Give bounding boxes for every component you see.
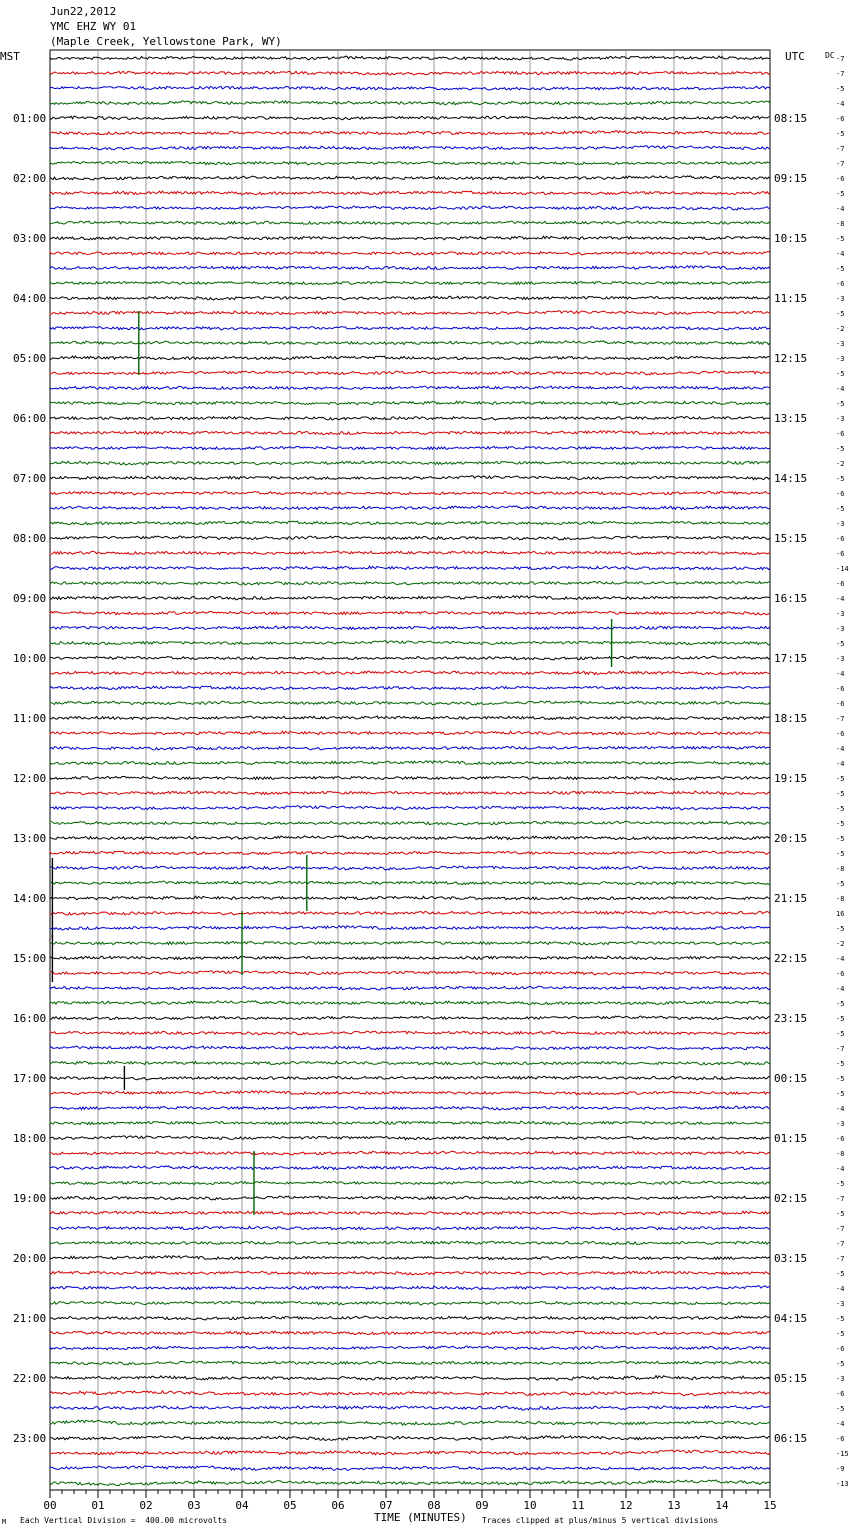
x-tick-label: 04 (235, 1499, 249, 1512)
dc-offset-label: -4 (836, 1285, 845, 1293)
hour-label-utc: 16:15 (774, 592, 808, 605)
seismic-trace (50, 806, 770, 810)
hour-label-local: 10:00 (13, 652, 47, 665)
hour-label-local: 03:00 (13, 232, 47, 245)
hour-label-utc: 01:15 (774, 1132, 808, 1145)
seismic-trace (50, 941, 770, 945)
dc-offset-label: -7 (836, 1225, 845, 1233)
seismic-trace (50, 911, 770, 915)
scale-note: Each Vertical Division = 400.00 microvolts (20, 1516, 228, 1525)
seismic-trace (50, 731, 770, 735)
hour-label-local: 11:00 (13, 712, 47, 725)
dc-offset-label: -3 (836, 625, 845, 633)
seismic-trace (50, 1136, 770, 1140)
dc-offset-label: -4 (836, 100, 845, 108)
dc-offset-label: -5 (836, 805, 845, 813)
dc-offset-label: -5 (836, 1060, 845, 1068)
seismic-trace (50, 266, 770, 270)
hour-label-utc: 23:15 (774, 1012, 808, 1025)
seismic-trace (50, 1091, 770, 1095)
seismic-trace (50, 581, 770, 585)
dc-offset-label: -8 (836, 1150, 845, 1158)
dc-offset-label: -2 (836, 460, 845, 468)
dc-offset-label: -5 (836, 445, 845, 453)
seismic-trace (50, 1016, 770, 1020)
hour-label-local: 08:00 (13, 532, 47, 545)
seismic-trace (50, 281, 770, 284)
hour-label-local: 14:00 (13, 892, 47, 905)
seismic-trace (50, 1331, 770, 1335)
dc-offset-label: -6 (836, 685, 845, 693)
seismic-trace (50, 986, 770, 990)
hour-label-local: 22:00 (13, 1372, 47, 1385)
dc-offset-label: -4 (836, 1420, 845, 1428)
dc-offset-label: -5 (836, 790, 845, 798)
hour-label-local: 12:00 (13, 772, 47, 785)
dc-offset-label: -5 (836, 1015, 845, 1023)
dc-offset-label: -5 (836, 835, 845, 843)
dc-offset-label: -5 (836, 130, 845, 138)
dc-offset-label: -3 (836, 610, 845, 618)
dc-offset-label: -6 (836, 280, 845, 288)
seismic-trace (50, 221, 770, 224)
x-tick-label: 01 (91, 1499, 105, 1512)
hour-label-local: 15:00 (13, 952, 47, 965)
seismic-trace (50, 896, 770, 900)
hour-label-local: 13:00 (13, 832, 47, 845)
dc-offset-label: -4 (836, 745, 845, 753)
dc-offset-label: -2 (836, 940, 845, 948)
dc-offset-label: -7 (836, 1255, 845, 1263)
seismic-trace (50, 206, 770, 210)
dc-offset-label: -5 (836, 1090, 845, 1098)
dc-offset-label: -5 (836, 1315, 845, 1323)
seismic-trace (50, 1346, 770, 1350)
dc-offset-label: -5 (836, 190, 845, 198)
dc-offset-label: -13 (836, 1480, 849, 1488)
seismic-trace (50, 491, 770, 495)
dc-offset-label: -6 (836, 1390, 845, 1398)
dc-offset-label: -7 (836, 715, 845, 723)
dc-offset-label: -5 (836, 1360, 845, 1368)
hour-label-local: 18:00 (13, 1132, 47, 1145)
seismic-trace (50, 1211, 770, 1215)
seismic-trace (50, 1166, 770, 1170)
seismic-trace (50, 1151, 770, 1155)
dc-offset-label: -5 (836, 400, 845, 408)
seismic-trace (50, 1480, 770, 1486)
seismic-trace (50, 101, 770, 105)
dc-offset-label: -5 (836, 1270, 845, 1278)
seismic-trace (50, 431, 770, 435)
header-date: Jun22,2012 (50, 5, 117, 18)
x-tick-label: 05 (283, 1499, 297, 1512)
hour-label-local: 21:00 (13, 1312, 47, 1325)
seismic-trace (50, 86, 770, 90)
dc-offset-label: -6 (836, 970, 845, 978)
seismic-trace (50, 446, 770, 449)
seismic-trace (50, 1181, 770, 1185)
seismic-trace (50, 926, 770, 930)
corner-mark: M (2, 1518, 7, 1526)
dc-offset-label: -3 (836, 1300, 845, 1308)
dc-offset-label: -5 (836, 1405, 845, 1413)
dc-offset-label: -15 (836, 1450, 849, 1458)
hour-label-utc: 20:15 (774, 832, 808, 845)
dc-offset-label: -3 (836, 415, 845, 423)
hour-label-utc: 04:15 (774, 1312, 808, 1325)
dc-offset-label: -5 (836, 775, 845, 783)
dc-offset-label: -5 (836, 850, 845, 858)
dc-offset-label: 16 (836, 910, 845, 918)
clip-note: Traces clipped at plus/minus 5 vertical divisions (482, 1516, 719, 1525)
dc-offset-label: -7 (836, 55, 845, 63)
x-tick-label: 03 (187, 1499, 201, 1512)
dc-offset-label: -7 (836, 70, 845, 78)
dc-offset-label: -4 (836, 250, 845, 258)
dc-offset-label: -9 (836, 1465, 845, 1473)
seismic-trace (50, 341, 770, 345)
seismic-trace (50, 252, 770, 255)
hour-label-utc: 15:15 (774, 532, 808, 545)
seismic-trace (50, 1361, 770, 1365)
dc-label: DC (825, 51, 835, 60)
seismic-trace (50, 1121, 770, 1125)
dc-offset-label: -6 (836, 580, 845, 588)
seismic-trace (50, 1241, 770, 1245)
hour-label-utc: 21:15 (774, 892, 808, 905)
hour-label-local: 20:00 (13, 1252, 47, 1265)
dc-offset-label: -7 (836, 1045, 845, 1053)
hour-label-local: 05:00 (13, 352, 47, 365)
hour-label-local: 19:00 (13, 1192, 47, 1205)
dc-offset-label: -5 (836, 1330, 845, 1338)
seismic-trace (50, 311, 770, 315)
dc-offset-label: -6 (836, 175, 845, 183)
seismic-trace (50, 1271, 770, 1275)
x-tick-label: 10 (523, 1499, 537, 1512)
dc-offset-label: -3 (836, 295, 845, 303)
seismic-trace (50, 116, 770, 120)
dc-offset-label: -6 (836, 535, 845, 543)
seismic-trace (50, 626, 770, 629)
hour-label-utc: 13:15 (774, 412, 808, 425)
header-station: YMC EHZ WY 01 (50, 20, 137, 33)
seismic-trace (50, 296, 770, 300)
seismic-trace (50, 236, 770, 240)
seismic-trace (50, 881, 770, 885)
seismic-trace (50, 671, 770, 675)
hour-label-utc: 06:15 (774, 1432, 808, 1445)
hour-label-utc: 10:15 (774, 232, 808, 245)
dc-offset-label: -4 (836, 1165, 845, 1173)
x-tick-label: 09 (475, 1499, 489, 1512)
dc-offset-label: -5 (836, 370, 845, 378)
x-tick-label: 02 (139, 1499, 153, 1512)
seismic-trace (50, 1391, 770, 1396)
x-tick-label: 06 (331, 1499, 345, 1512)
dc-offset-label: -4 (836, 205, 845, 213)
hour-label-local: 17:00 (13, 1072, 47, 1085)
seismic-trace (50, 416, 770, 420)
seismic-trace (50, 551, 770, 555)
hour-label-utc: 12:15 (774, 352, 808, 365)
hour-label-utc: 18:15 (774, 712, 808, 725)
dc-offset-label: -5 (836, 1000, 845, 1008)
dc-offset-label: -5 (836, 640, 845, 648)
x-tick-label: 00 (43, 1499, 57, 1512)
hour-label-local: 01:00 (13, 112, 47, 125)
seismic-trace (50, 536, 770, 540)
hour-label-utc: 09:15 (774, 172, 808, 185)
dc-offset-label: -6 (836, 730, 845, 738)
dc-offset-label: -5 (836, 505, 845, 513)
seismic-trace (50, 701, 770, 705)
dc-offset-label: -7 (836, 160, 845, 168)
dc-offset-label: -7 (836, 145, 845, 153)
seismic-trace (50, 371, 770, 375)
dc-offset-label: -7 (836, 1195, 845, 1203)
right-zone-label: UTC (785, 50, 805, 63)
dc-offset-label: -4 (836, 385, 845, 393)
seismic-trace (50, 611, 770, 615)
x-tick-label: 07 (379, 1499, 393, 1512)
seismic-trace (50, 176, 770, 180)
dc-offset-label: -8 (836, 220, 845, 228)
seismic-trace (50, 146, 770, 150)
seismic-trace (50, 956, 770, 959)
hour-label-local: 09:00 (13, 592, 47, 605)
dc-offset-label: -5 (836, 265, 845, 273)
dc-offset-label: -5 (836, 85, 845, 93)
seismic-trace (50, 1436, 770, 1441)
x-axis-title: TIME (MINUTES) (374, 1511, 467, 1524)
hour-label-local: 04:00 (13, 292, 47, 305)
seismic-trace (50, 746, 770, 750)
seismic-trace (50, 851, 770, 855)
seismic-trace (50, 1450, 770, 1455)
seismic-trace (50, 161, 770, 165)
seismic-trace (50, 1406, 770, 1411)
x-tick-label: 15 (763, 1499, 777, 1512)
dc-offset-label: -6 (836, 1135, 845, 1143)
dc-offset-label: -4 (836, 1105, 845, 1113)
x-tick-label: 13 (667, 1499, 681, 1512)
dc-offset-label: -5 (836, 1210, 845, 1218)
hour-label-utc: 19:15 (774, 772, 808, 785)
seismic-trace (50, 1466, 770, 1471)
dc-offset-label: -4 (836, 985, 845, 993)
seismic-trace (50, 776, 770, 780)
hour-label-utc: 03:15 (774, 1252, 808, 1265)
seismic-trace (50, 1001, 770, 1005)
dc-offset-label: -4 (836, 595, 845, 603)
dc-offset-label: -6 (836, 115, 845, 123)
dc-offset-label: -5 (836, 925, 845, 933)
dc-offset-label: -3 (836, 340, 845, 348)
dc-offset-label: -3 (836, 355, 845, 363)
x-tick-label: 14 (715, 1499, 729, 1512)
seismic-trace (50, 401, 770, 405)
dc-offset-label: -4 (836, 760, 845, 768)
dc-offset-label: -2 (836, 325, 845, 333)
dc-offset-label: -4 (836, 670, 845, 678)
seismic-trace (50, 686, 770, 690)
dc-offset-label: -3 (836, 1120, 845, 1128)
seismic-trace (50, 716, 770, 720)
hour-label-local: 07:00 (13, 472, 47, 485)
dc-offset-label: -8 (836, 895, 845, 903)
dc-offset-label: -5 (836, 1075, 845, 1083)
seismic-trace (50, 1301, 770, 1305)
seismic-trace (50, 836, 770, 840)
dc-offset-label: -5 (836, 820, 845, 828)
dc-offset-label: -5 (836, 1180, 845, 1188)
dc-offset-label: -4 (836, 955, 845, 963)
seismic-trace (50, 821, 770, 825)
seismic-trace (50, 461, 770, 465)
seismic-trace (50, 1031, 770, 1035)
seismic-trace (50, 191, 770, 195)
x-tick-label: 08 (427, 1499, 441, 1512)
seismic-trace (50, 506, 770, 510)
seismic-trace (50, 566, 770, 570)
hour-label-utc: 00:15 (774, 1072, 808, 1085)
seismic-trace (50, 71, 770, 75)
x-tick-label: 12 (619, 1499, 633, 1512)
dc-offset-label: -5 (836, 310, 845, 318)
seismic-trace (50, 1046, 770, 1050)
seismic-trace (50, 476, 770, 480)
dc-offset-label: -3 (836, 655, 845, 663)
dc-offset-label: -6 (836, 550, 845, 558)
dc-offset-label: -6 (836, 490, 845, 498)
dc-offset-label: -3 (836, 1375, 845, 1383)
dc-offset-label: -7 (836, 1240, 845, 1248)
seismic-trace (50, 521, 770, 525)
seismic-trace (50, 131, 770, 135)
hour-label-utc: 08:15 (774, 112, 808, 125)
seismic-trace (50, 971, 770, 975)
hour-label-utc: 02:15 (774, 1192, 808, 1205)
hour-label-utc: 05:15 (774, 1372, 808, 1385)
dc-offset-label: -5 (836, 880, 845, 888)
hour-label-utc: 14:15 (774, 472, 808, 485)
seismic-trace (50, 656, 770, 660)
hour-label-utc: 11:15 (774, 292, 808, 305)
hour-label-local: 16:00 (13, 1012, 47, 1025)
dc-offset-label: -5 (836, 235, 845, 243)
dc-offset-label: -14 (836, 565, 849, 573)
seismic-trace (50, 761, 770, 765)
dc-offset-label: -3 (836, 520, 845, 528)
seismic-trace (50, 1106, 770, 1110)
seismic-trace (50, 866, 770, 870)
seismic-trace (50, 1376, 770, 1381)
seismic-trace (50, 1256, 770, 1260)
hour-label-local: 23:00 (13, 1432, 47, 1445)
dc-offset-label: -6 (836, 1345, 845, 1353)
seismic-trace (50, 791, 770, 795)
dc-offset-label: -5 (836, 475, 845, 483)
dc-offset-label: -6 (836, 1435, 845, 1443)
seismic-trace (50, 1061, 770, 1065)
plot-frame (50, 50, 770, 1490)
seismic-trace (50, 1316, 770, 1320)
dc-offset-label: -5 (836, 1030, 845, 1038)
seismic-trace (50, 56, 770, 60)
seismic-trace (50, 356, 770, 360)
seismic-trace (50, 1286, 770, 1290)
seismic-trace (50, 1076, 770, 1080)
seismic-trace (50, 1226, 770, 1230)
seismic-trace (50, 1420, 770, 1425)
dc-offset-label: -6 (836, 700, 845, 708)
dc-offset-label: -8 (836, 865, 845, 873)
x-tick-label: 11 (571, 1499, 585, 1512)
dc-offset-label: -6 (836, 430, 845, 438)
seismic-trace (50, 596, 770, 600)
seismic-trace (50, 386, 770, 390)
seismic-trace (50, 327, 770, 330)
hour-label-utc: 22:15 (774, 952, 808, 965)
left-zone-label: MST (0, 50, 20, 63)
seismic-trace (50, 641, 770, 645)
header-location: (Maple Creek, Yellowstone Park, WY) (50, 35, 282, 48)
hour-label-local: 06:00 (13, 412, 47, 425)
hour-label-local: 02:00 (13, 172, 47, 185)
hour-label-utc: 17:15 (774, 652, 808, 665)
seismic-trace (50, 1196, 770, 1200)
